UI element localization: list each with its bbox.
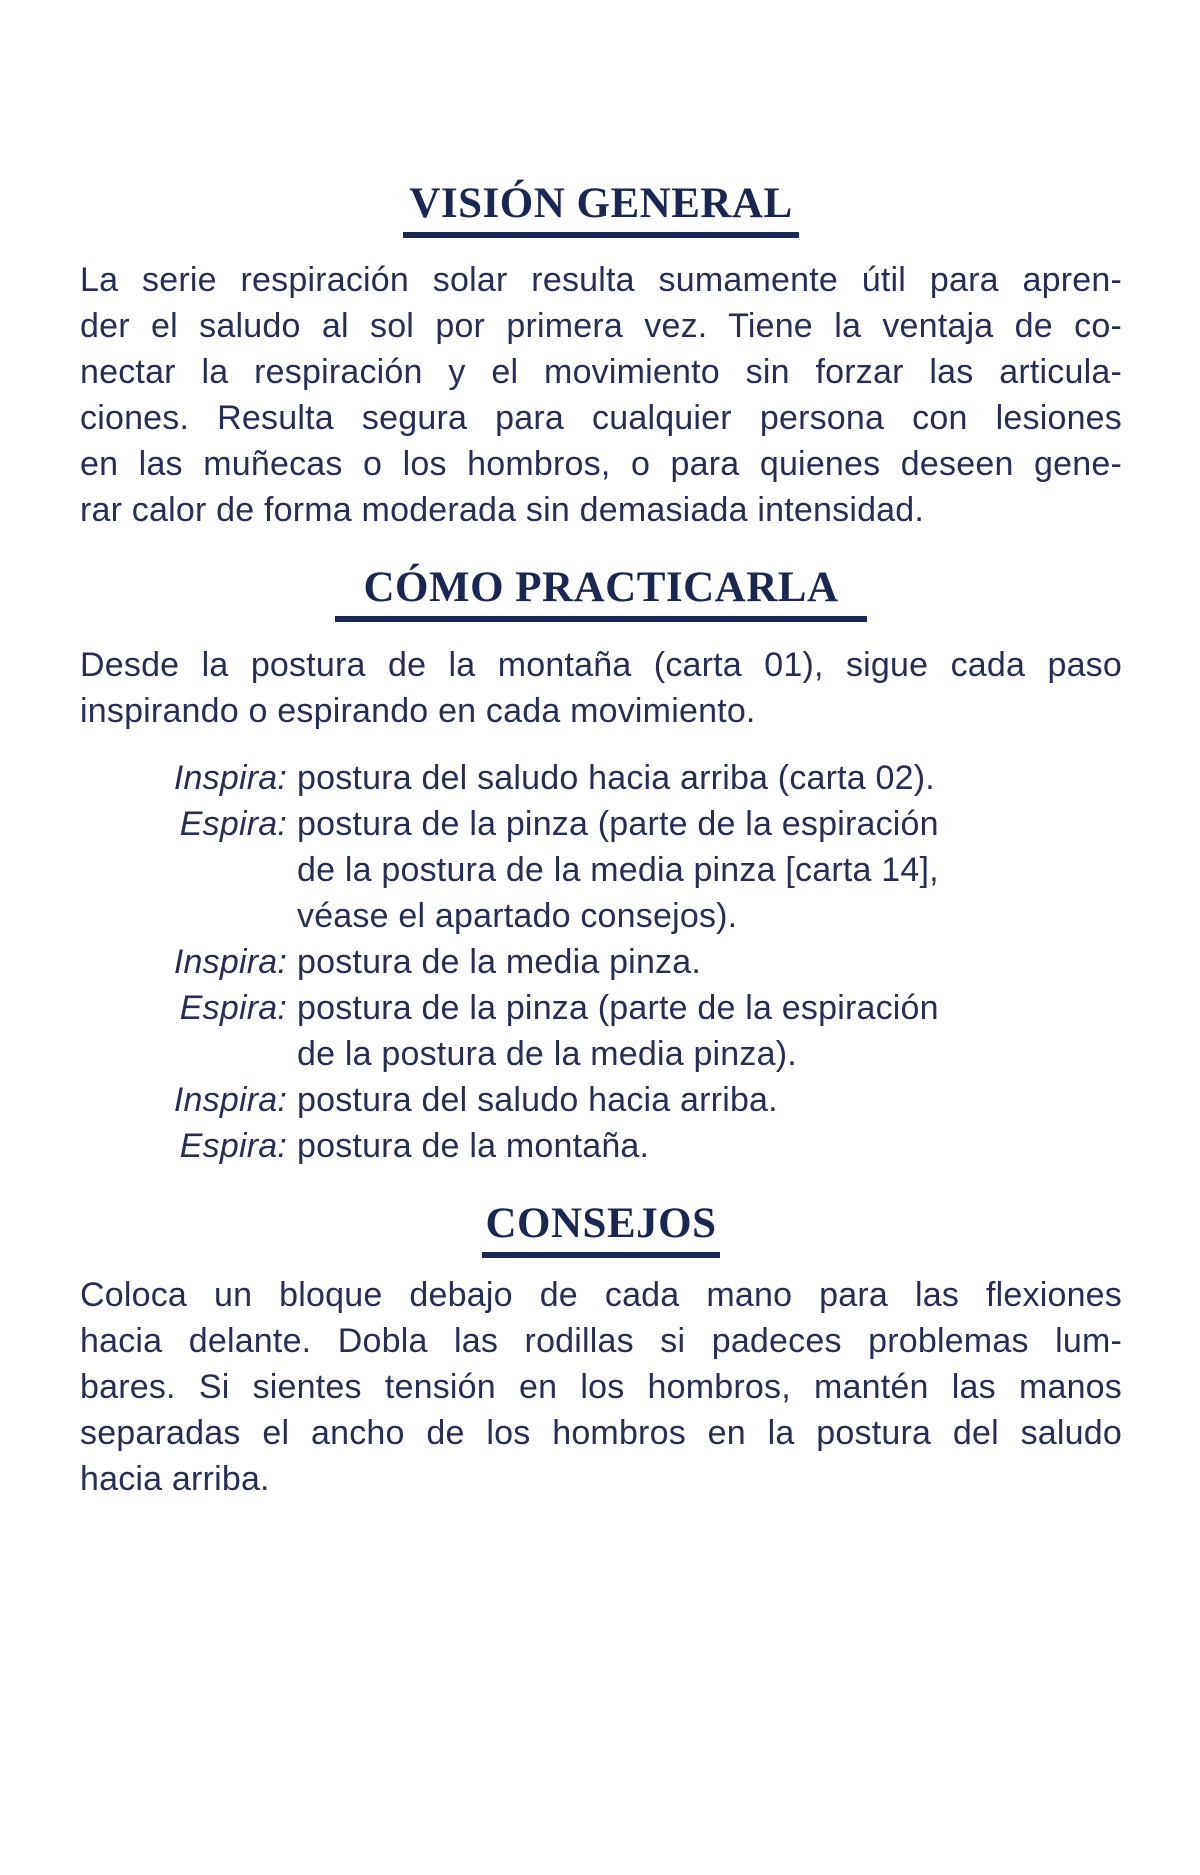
breath-step-text (297, 985, 939, 1077)
text-line: hacia delante. Dobla las rodillas si padeces problemas lum- (80, 1322, 1122, 1360)
text-line: véase el apartado consejos). (297, 897, 738, 935)
breath-step-label: Espira: (179, 805, 287, 843)
breath-step-text (297, 939, 701, 985)
text-line: de la postura de la media pinza). (297, 1035, 797, 1073)
paragraph-como-practicarla (80, 642, 1122, 734)
breath-step-label: Inspira: (173, 1081, 287, 1119)
text-line: La serie respiración solar resulta sumamente útil para apren- (80, 261, 1122, 299)
section-consejos (80, 1202, 1122, 1502)
breath-step-row (80, 1077, 1122, 1123)
heading-consejos: CONSEJOS (482, 1202, 719, 1258)
paragraph-consejos (80, 1272, 1122, 1502)
breath-step-label: Inspira: (173, 943, 287, 981)
heading-row-consejos (80, 1202, 1122, 1258)
breath-step-row (80, 985, 1122, 1077)
breath-step-text (297, 801, 939, 939)
breath-step-row (80, 939, 1122, 985)
breath-step-label: Inspira: (173, 759, 287, 797)
heading-vision-general: VISIÓN GENERAL (403, 182, 798, 238)
text-line: rar calor de forma moderada sin demasiada intensidad. (80, 491, 925, 529)
text-line: der el saludo al sol por primera vez. Tiene la ventaja de co- (80, 307, 1122, 345)
text-line: postura del saludo hacia arriba (carta 02). (297, 759, 935, 797)
text-line: postura de la montaña. (297, 1127, 650, 1165)
text-line: hacia arriba. (80, 1460, 270, 1498)
text-line: nectar la respiración y el movimiento sin forzar las articula- (80, 353, 1122, 391)
text-line: en las muñecas o los hombros, o para quienes deseen gene- (80, 445, 1122, 483)
text-line: inspirando o espirando en cada movimiento. (80, 692, 756, 730)
breath-step-row (80, 801, 1122, 939)
text-line: Desde la postura de la montaña (carta 01), sigue cada paso (80, 646, 1122, 684)
breath-step-label: Espira: (179, 989, 287, 1027)
breath-step-text (297, 1123, 649, 1169)
text-line: postura del saludo hacia arriba. (297, 1081, 778, 1119)
text-line: postura de la media pinza. (297, 943, 702, 981)
heading-row-vision-general (80, 182, 1122, 238)
text-line: ciones. Resulta segura para cualquier persona con lesiones (80, 399, 1122, 437)
document-page (0, 182, 1200, 1875)
heading-como-practicarla: CÓMO PRACTICARLA (335, 566, 866, 622)
breath-step-text (297, 1077, 778, 1123)
breath-step-text (297, 755, 935, 801)
text-line: postura de la pinza (parte de la espiración (297, 805, 939, 843)
breath-step-label: Espira: (179, 1127, 287, 1165)
breath-step-row (80, 755, 1122, 801)
text-line: de la postura de la media pinza [carta 14], (297, 851, 939, 889)
section-vision-general (80, 182, 1122, 533)
heading-row-como-practicarla (80, 566, 1122, 622)
text-line: postura de la pinza (parte de la espiración (297, 989, 939, 1027)
breath-step-row (80, 1123, 1122, 1169)
text-line: Coloca un bloque debajo de cada mano para las flexiones (80, 1276, 1122, 1314)
section-como-practicarla (80, 566, 1122, 1169)
breathing-steps-list (80, 755, 1122, 1169)
paragraph-vision-general (80, 257, 1122, 533)
text-line: bares. Si sientes tensión en los hombros, mantén las manos (80, 1368, 1122, 1406)
text-line: separadas el ancho de los hombros en la postura del saludo (80, 1414, 1122, 1452)
